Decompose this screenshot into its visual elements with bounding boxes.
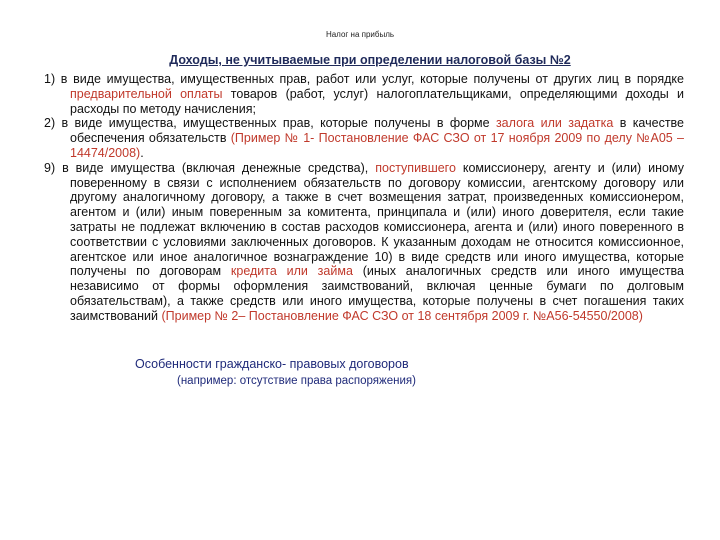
- list-item-9: [44, 161, 684, 324]
- item-9-highlight: поступившего: [375, 160, 456, 175]
- item-1-text-a: 1) в виде имущества, имущественных прав, работ или услуг, которые получены от других лиц в порядке: [44, 72, 684, 86]
- item-9-example-ref: (Пример № 2– Постановление ФАС СЗО от 18 сентября 2009 г. №А56-54550/2008): [161, 308, 643, 323]
- item-9-highlight-loan: кредита или займа: [230, 264, 353, 279]
- item-2-text-a: 2) в виде имущества, имущественных прав, которые получены в форме: [44, 116, 496, 131]
- item-9-text-c: (иных аналогичных средств или иного имущества независимо от формы оформления заимствований, включая ценные бумаги по долговым обязательствам), а также средств или иного имущества, которые получены в счет погашения таких заимствований: [70, 264, 684, 323]
- item-9-text-a: 9) в виде имущества (включая денежные средства),: [44, 160, 376, 175]
- slide-body: [44, 72, 684, 324]
- contracts-link[interactable]: Особенности гражданско- правовых договоров: [135, 357, 409, 371]
- item-1-text-b: товаров (работ, услуг) налогоплательщиками, определяющими доходы и расходы по методу начисления;: [70, 86, 684, 116]
- list-item-1: [44, 72, 684, 116]
- example-link[interactable]: (например: отсутствие права распоряжения): [177, 375, 416, 387]
- slide-header: Налог на прибыль: [325, 30, 395, 39]
- item-2-text-b: в качестве обеспечения обязательств: [70, 116, 685, 146]
- list-item-2: [44, 116, 684, 160]
- item-2-example-ref: (Пример № 1- Постановление ФАС СЗО от 17 ноября 2009 по делу №А05 – 14474/2008): [70, 131, 684, 160]
- item-1-highlight: предварительной оплаты: [70, 86, 223, 101]
- slide-title: Доходы, не учитываемые при определении налоговой базы №2: [169, 53, 571, 67]
- item-2-text-c: .: [140, 145, 144, 160]
- item-2-highlight: залога или задатка: [495, 116, 614, 131]
- item-9-text-b: комиссионеру, агенту и (или) иному поверенному в связи с исполнением обязательств по договору комиссии, агентскому договору или другому аналогичному договору, а также в счет возмещения затрат, произведенных комиссионером, агентом и (или) иным поверенным за комитента, принципала и (или) иного доверителя, если такие затраты не подлежат включению в состав расходов комиссионера, агента и (или) иного поверенного в соответствии с условиями заключенных договоров. К указанным доходам не относится комиссионное, агентское или иное аналогичное вознаграждение 10) в виде средств или иного имущества, которые получены по договорам: [70, 160, 684, 279]
